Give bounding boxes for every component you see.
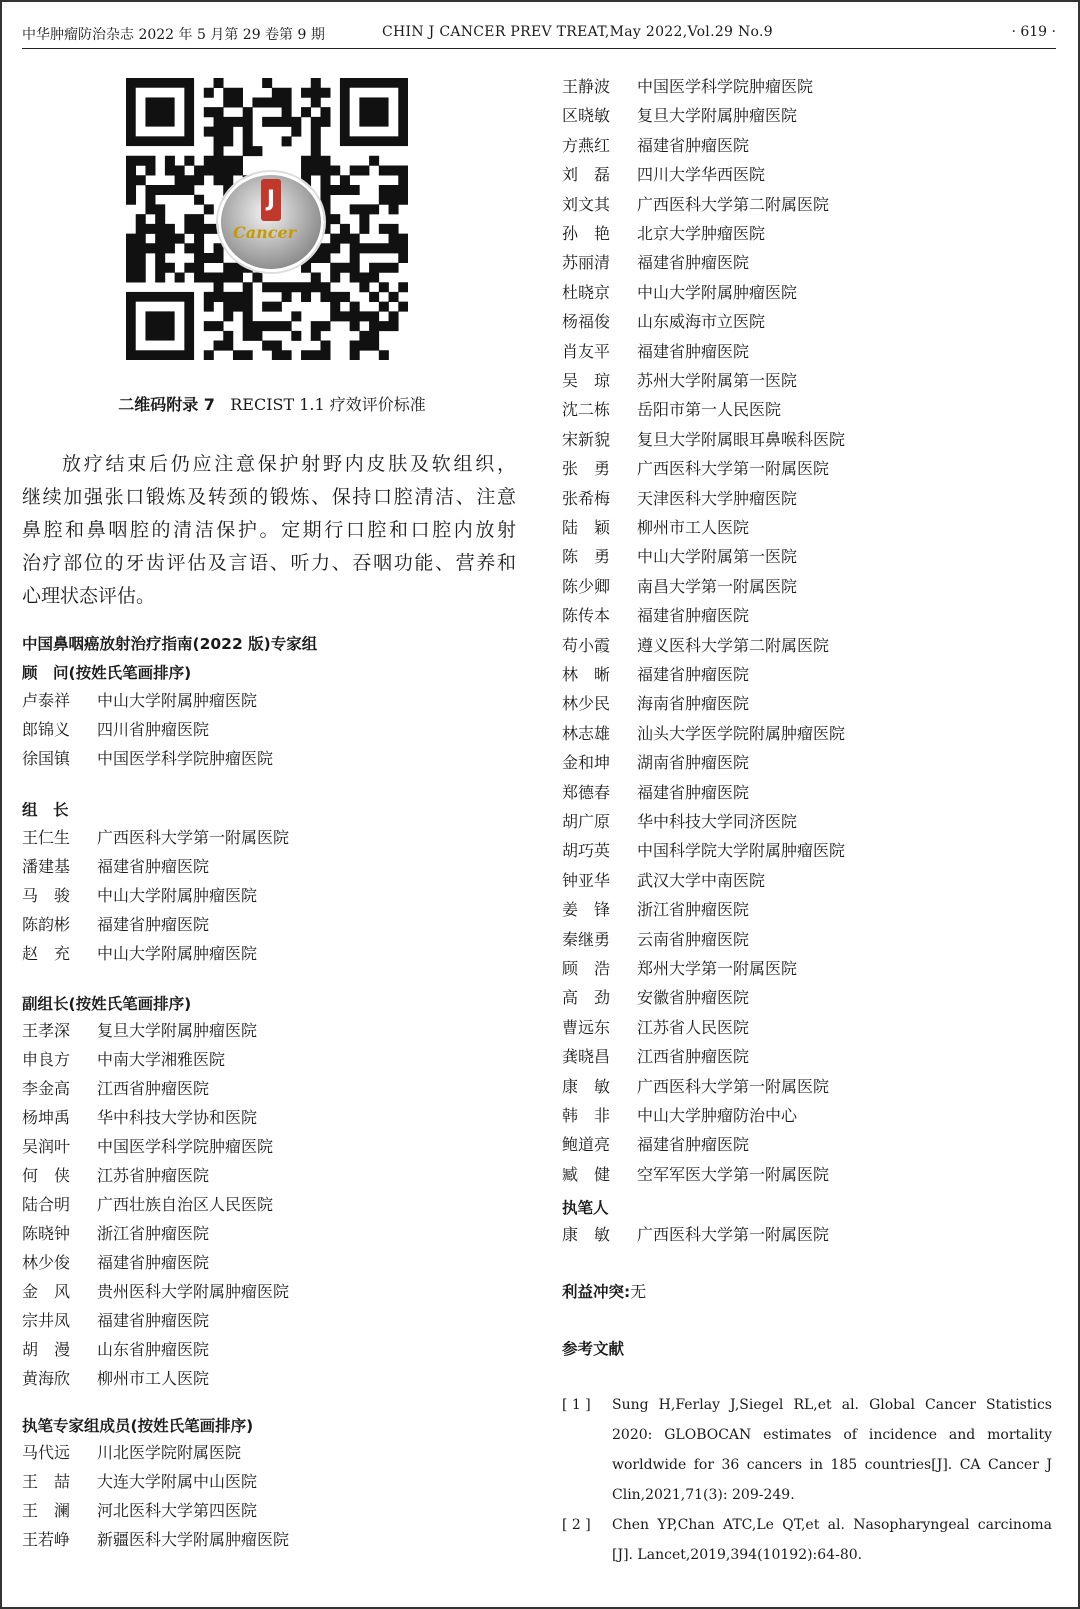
member-name: 王若峥	[22, 1530, 71, 1549]
member-name: 臧 健	[562, 1164, 611, 1184]
member-institution: 柳州市工人医院	[637, 518, 750, 537]
member-name: 曹远东	[562, 1017, 611, 1037]
member-institution: 复旦大学附属眼耳鼻喉科医院	[637, 429, 846, 449]
journal-issue-en: CHIN J CANCER PREV TREAT,May 2022,Vol.29 No.9	[382, 24, 773, 40]
member-institution: 空军军医大学第一附属医院	[637, 1164, 830, 1184]
member-institution: 福建省肿瘤医院	[637, 665, 750, 684]
page-number: · 619 ·	[1011, 24, 1056, 40]
member-name: 刘文其	[562, 194, 611, 214]
vice-leaders-heading: 副组长(按姓氏笔画排序)	[22, 995, 192, 1013]
member-institution: 广西医科大学第一附属医院	[637, 459, 830, 479]
member-name: 陆 颖	[562, 518, 611, 537]
body-line: 鼻腔和鼻咽腔的清洁保护。定期行口腔和口腔内放射	[22, 519, 516, 541]
member-name: 王静波	[562, 77, 611, 96]
member-institution: 福建省肿瘤医院	[97, 1253, 210, 1272]
reference-number: [ 2 ]	[562, 1517, 591, 1533]
member-name: 高 劲	[562, 988, 611, 1008]
member-institution: 福建省肿瘤医院	[97, 1311, 210, 1330]
member-institution: 中国医学科学院肿瘤医院	[637, 77, 814, 96]
conflict-statement	[562, 1279, 646, 1302]
member-institution: 北京大学肿瘤医院	[637, 224, 766, 243]
member-institution: 四川省肿瘤医院	[97, 720, 210, 739]
journal-logo	[218, 172, 324, 272]
body-paragraph	[22, 448, 516, 613]
writing-members-heading: 执笔专家组成员(按姓氏笔画排序)	[22, 1417, 254, 1435]
expert-group-title: 中国鼻咽癌放射治疗指南(2022 版)专家组	[22, 635, 318, 653]
member-institution: 复旦大学附属肿瘤医院	[97, 1021, 258, 1040]
conflict-label: 利益冲突:	[562, 1283, 631, 1301]
qr-finder-pattern	[131, 297, 189, 355]
member-name: 张希梅	[562, 488, 611, 508]
member-name: 苏丽清	[562, 253, 611, 273]
member-institution: 广西医科大学第二附属医院	[637, 194, 830, 214]
member-name: 姜 锋	[562, 900, 611, 920]
member-name: 胡广原	[562, 812, 611, 831]
member-institution: 中山大学肿瘤防治中心	[637, 1106, 798, 1125]
member-name: 林少俊	[22, 1253, 71, 1272]
member-institution: 福建省肿瘤医院	[97, 915, 210, 934]
member-name: 秦继勇	[562, 929, 611, 949]
member-institution: 中山大学附属肿瘤医院	[97, 944, 258, 963]
member-institution: 江苏省人民医院	[637, 1017, 750, 1037]
member-name: 陈少卿	[562, 576, 611, 596]
member-name: 王仁生	[22, 828, 71, 847]
member-institution: 遵义医科大学第二附属医院	[637, 635, 830, 655]
member-institution: 川北医学院附属医院	[97, 1443, 242, 1462]
member-name: 胡 漫	[22, 1340, 71, 1359]
member-institution: 苏州大学附属第一医院	[637, 371, 798, 390]
member-institution: 江西省肿瘤医院	[637, 1047, 750, 1067]
member-institution: 浙江省肿瘤医院	[637, 900, 750, 920]
member-name: 胡巧英	[562, 841, 611, 861]
conflict-value: 无	[630, 1282, 647, 1301]
member-name: 马代远	[22, 1443, 71, 1462]
references-heading: 参考文献	[562, 1340, 625, 1358]
member-name: 申良方	[22, 1050, 71, 1069]
member-name: 黄海欣	[22, 1369, 71, 1388]
member-name: 陈传本	[562, 606, 611, 626]
member-name: 杜晓京	[562, 282, 611, 302]
member-institution: 中山大学附属肿瘤医院	[97, 691, 258, 710]
member-institution: 柳州市工人医院	[97, 1369, 210, 1388]
member-name: 区晓敏	[562, 106, 611, 126]
member-name: 张 勇	[562, 459, 611, 479]
member-institution: 华中科技大学同济医院	[637, 812, 798, 831]
member-name: 杨坤禹	[22, 1108, 71, 1127]
member-name: 宋新貌	[562, 429, 611, 449]
member-name: 方燕红	[562, 135, 611, 155]
member-name: 林 晰	[562, 665, 611, 684]
qr-caption-text: RECIST 1.1 疗效评价标准	[230, 395, 426, 414]
qr-finder-pattern	[345, 83, 403, 141]
member-institution: 江苏省肿瘤医院	[97, 1166, 210, 1185]
member-institution: 湖南省肿瘤医院	[637, 753, 750, 773]
member-name: 吴 琼	[562, 371, 611, 390]
reference-text: Chen YP,Chan ATC,Le QT,et al. Nasopharyngeal carcinoma [J]. Lancet,2019,394(10192):64-80.	[612, 1517, 1052, 1563]
member-institution: 新疆医科大学附属肿瘤医院	[97, 1530, 290, 1549]
member-name: 金和坤	[562, 753, 611, 773]
member-institution: 中南大学湘雅医院	[97, 1050, 226, 1069]
member-name: 金 风	[22, 1282, 71, 1301]
member-name: 潘建基	[22, 857, 71, 876]
member-institution: 福建省肿瘤医院	[637, 782, 750, 802]
member-institution: 广西壮族自治区人民医院	[97, 1195, 274, 1214]
member-name: 王 喆	[22, 1472, 71, 1491]
body-line: 治疗部位的牙齿评估及言语、听力、吞咽功能、营养和	[22, 552, 516, 574]
reference-text: Sung H,Ferlay J,Siegel RL,et al. Global Cancer Statistics 2020: GLOBOCAN estimates of incidence and mortality worldwide for 36 cancers in 185 countries[J]. CA Cancer J Clin,2021,71(3): 209-249.	[612, 1397, 1052, 1503]
member-institution: 广西医科大学第一附属医院	[97, 828, 290, 847]
member-name: 康 敏	[562, 1225, 611, 1244]
reference-number: [ 1 ]	[562, 1397, 591, 1413]
member-name: 卢泰祥	[22, 691, 71, 710]
member-institution: 四川大学华西医院	[637, 165, 766, 185]
member-institution: 中山大学附属第一医院	[637, 547, 798, 567]
leaders-heading: 组 长	[22, 801, 69, 819]
member-institution: 贵州医科大学附属肿瘤医院	[97, 1282, 290, 1301]
qr-caption	[22, 392, 522, 415]
member-name: 鲍道亮	[562, 1135, 611, 1155]
member-name: 康 敏	[562, 1076, 611, 1096]
member-institution: 福建省肿瘤医院	[637, 253, 750, 273]
member-name: 徐国镇	[22, 749, 71, 768]
member-institution: 广西医科大学第一附属医院	[637, 1225, 830, 1244]
qr-caption-label: 二维码附录 7	[118, 395, 215, 414]
member-name: 李金高	[22, 1079, 71, 1098]
member-institution: 江西省肿瘤医院	[97, 1079, 210, 1098]
member-institution: 海南省肿瘤医院	[637, 694, 750, 714]
logo-letter: J	[261, 179, 281, 221]
member-name: 何 侠	[22, 1166, 71, 1185]
member-institution: 云南省肿瘤医院	[637, 929, 750, 949]
member-institution: 山东威海市立医院	[637, 312, 766, 332]
member-name: 王 澜	[22, 1501, 71, 1520]
member-name: 龚晓昌	[562, 1047, 611, 1067]
member-name: 韩 非	[562, 1106, 611, 1125]
member-institution: 汕头大学医学院附属肿瘤医院	[637, 723, 846, 743]
member-institution: 福建省肿瘤医院	[637, 606, 750, 626]
member-name: 林志雄	[562, 723, 611, 743]
member-institution: 中山大学附属肿瘤医院	[97, 886, 258, 905]
running-header	[22, 18, 1056, 49]
member-institution: 岳阳市第一人民医院	[637, 400, 782, 420]
reference-item	[562, 1390, 1052, 1512]
member-name: 陆合明	[22, 1195, 71, 1214]
member-name: 郎锦义	[22, 720, 71, 739]
journal-issue-cn: 中华肿瘤防治杂志 2022 年 5 月第 29 卷第 9 期	[22, 27, 325, 43]
member-name: 沈二栋	[562, 400, 611, 420]
member-institution: 天津医科大学肿瘤医院	[637, 488, 798, 508]
member-institution: 郑州大学第一附属医院	[637, 959, 798, 978]
member-institution: 福建省肿瘤医院	[637, 341, 750, 361]
member-name: 赵 充	[22, 944, 71, 963]
member-name: 马 骏	[22, 886, 71, 905]
member-institution: 河北医科大学第四医院	[97, 1501, 258, 1520]
member-name: 苟小霞	[562, 635, 611, 655]
body-line: 放疗结束后仍应注意保护射野内皮肤及软组织，	[62, 453, 516, 475]
logo-wordmark: Cancer	[233, 223, 297, 242]
member-name: 陈 勇	[562, 547, 611, 567]
member-name: 陈晓钟	[22, 1224, 71, 1243]
member-name: 刘 磊	[562, 165, 611, 185]
advisors-heading: 顾 问(按姓氏笔画排序)	[22, 664, 192, 682]
body-line: 继续加强张口锻炼及转颈的锻炼、保持口腔清洁、注意	[22, 486, 516, 508]
member-institution: 复旦大学附属肿瘤医院	[637, 106, 798, 126]
member-institution: 广西医科大学第一附属医院	[637, 1076, 830, 1096]
member-institution: 福建省肿瘤医院	[637, 135, 750, 155]
member-name: 孙 艳	[562, 224, 611, 243]
member-institution: 大连大学附属中山医院	[97, 1472, 258, 1491]
member-name: 王孝深	[22, 1021, 71, 1040]
member-name: 吴润叶	[22, 1137, 71, 1156]
member-institution: 华中科技大学协和医院	[97, 1108, 258, 1127]
member-name: 肖友平	[562, 341, 611, 361]
member-name: 宗井凤	[22, 1311, 71, 1330]
member-institution: 福建省肿瘤医院	[97, 857, 210, 876]
qr-code[interactable]	[126, 78, 408, 360]
member-institution: 中国医学科学院肿瘤医院	[97, 749, 274, 768]
member-institution: 中山大学附属肿瘤医院	[637, 282, 798, 302]
member-name: 陈韵彬	[22, 915, 71, 934]
member-institution: 浙江省肿瘤医院	[97, 1224, 210, 1243]
author-heading: 执笔人	[562, 1199, 609, 1217]
member-name: 顾 浩	[562, 959, 611, 978]
member-institution: 中国医学科学院肿瘤医院	[97, 1137, 274, 1156]
qr-finder-pattern	[131, 83, 189, 141]
member-name: 钟亚华	[562, 870, 611, 890]
reference-item	[562, 1510, 1052, 1572]
member-institution: 南昌大学第一附属医院	[637, 576, 798, 596]
member-institution: 武汉大学中南医院	[637, 870, 766, 890]
member-name: 林少民	[562, 694, 611, 714]
member-name: 杨福俊	[562, 312, 611, 332]
member-name: 郑德春	[562, 782, 611, 802]
member-institution: 福建省肿瘤医院	[637, 1135, 750, 1155]
member-institution: 中国科学院大学附属肿瘤医院	[637, 841, 846, 861]
body-line: 心理状态评估。	[22, 585, 156, 607]
member-institution: 山东省肿瘤医院	[97, 1340, 210, 1359]
member-institution: 安徽省肿瘤医院	[637, 988, 750, 1008]
